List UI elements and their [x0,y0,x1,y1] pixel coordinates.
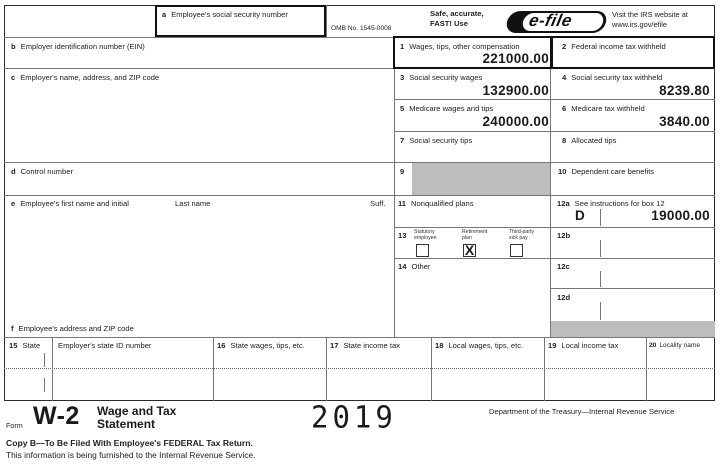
rule-row2 [394,99,715,100]
box-17-text: State income tax [343,341,401,350]
box-12d-label: 12d [557,293,571,302]
rule-row3 [394,131,715,132]
rule-state-mid [4,368,715,369]
irs-line-1: Visit the IRS website at [612,10,688,19]
box-4-value[interactable]: 8239.80 [659,83,710,98]
box-7-num: 7 [400,136,405,145]
box-12c-divider [600,271,601,287]
box-3-text: Social security wages [409,73,483,82]
box-6-text: Medicare tax withheld [571,104,645,113]
box-2-label [562,42,666,51]
box-8-num: 8 [562,136,567,145]
box-10-label [558,167,654,176]
box-1-num: 1 [400,42,405,51]
box-10-num: 10 [558,167,567,176]
state-tick-2 [44,378,45,392]
box-20-num: 20 [649,342,657,349]
rule-col-17 [326,337,327,401]
rule-state-col [52,337,53,401]
box-c-text: Employer's name, address, and ZIP code [20,73,160,82]
rule-col-18 [431,337,432,401]
box-15-label [9,341,40,350]
box-5-label [400,104,493,113]
box-6-label [562,104,645,113]
box-18-text: Local wages, tips, etc. [448,341,524,350]
box-9-num: 9 [400,167,405,176]
box-18-num: 18 [435,341,444,350]
box-e-letter: e [11,199,16,208]
box-a-label [162,10,288,19]
irs-website [612,10,688,30]
box-1-label [400,42,520,51]
efile-logo [505,11,609,33]
box-13-num: 13 [398,231,407,240]
box-20-label [649,341,700,350]
box-19-label [548,341,618,350]
footer-furnished-line: This information is being furnished to the Internal Revenue Service. [6,450,256,460]
box-12d-shaded [551,321,715,337]
box-17-num: 17 [330,341,339,350]
box-e-last-name: Last name [175,199,211,208]
box-16-num: 16 [217,341,226,350]
box-f-letter: f [11,324,14,333]
box-e-label [11,199,129,208]
box-12a-code[interactable]: D [575,208,586,223]
box-12b-divider [600,240,601,257]
box-2-num: 2 [562,42,567,51]
third-party-sick-pay-checkbox[interactable] [510,244,523,257]
box-3-label [400,73,482,82]
box-19-text: Local income tax [561,341,619,350]
statutory-employee-checkbox[interactable] [416,244,429,257]
retirement-plan-checkbox[interactable] [463,244,476,257]
footer-title-line-2: Statement [97,417,156,431]
box-5-num: 5 [400,104,405,113]
omb-number: OMB No. 1545-0008 [331,25,392,32]
rule-row7 [394,258,715,259]
box-12a-num: 12a [557,199,570,208]
box-11-text: Nonqualified plans [411,199,474,208]
box-14-num: 14 [398,262,407,271]
box-a-text: Employee's social security number [171,10,288,19]
box-18-label [435,341,523,350]
box-12a-text: See instructions for box 12 [574,199,665,208]
box-11-label [398,199,474,208]
rule-col-mid [394,37,395,337]
box-d-letter: d [11,167,16,176]
box-e-text: Employee's first name and initial [20,199,129,208]
box-e-suffix: Suff. [370,199,386,208]
box-13-thirdparty-label: Third-party sick pay [509,229,535,241]
box-11-num: 11 [398,199,407,208]
box-13-statutory-label: Statutory employee [414,229,437,241]
box-14-text: Other [411,262,431,271]
box-17-label [330,341,400,350]
box-8-label [562,136,616,145]
state-tick-1 [44,353,45,367]
rule-col-right [550,37,551,337]
box-15-text: State [22,341,41,350]
box-12a-value[interactable]: 19000.00 [651,208,710,223]
box-b-text: Employer identification number (EIN) [20,42,145,51]
rule-row5 [4,195,715,196]
box-15-num: 15 [9,341,18,350]
box-2-text: Federal income tax withheld [571,42,666,51]
footer-form-word: Form [6,421,23,430]
box-20-text: Locality name [659,342,701,349]
box-4-label [562,73,662,82]
safe-accurate [430,9,484,29]
box-7-text: Social security tips [409,136,473,145]
box-b-letter: b [11,42,16,51]
box-5-value[interactable]: 240000.00 [482,114,549,129]
box-12c-label: 12c [557,262,570,271]
rule-col-16 [213,337,214,401]
box-4-num: 4 [562,73,567,82]
box-16-label [217,341,305,350]
box-12b-label: 12b [557,231,571,240]
box-12a-label [557,199,665,208]
footer-title-line-1: Wage and Tax [97,404,177,418]
box-3-value[interactable]: 132900.00 [482,83,549,98]
box-10-text: Dependent care benefits [571,167,655,176]
box-9-label [400,167,409,176]
box-3-num: 3 [400,73,405,82]
box-4-text: Social security tax withheld [571,73,663,82]
box-7-label [400,136,472,145]
box-5-text: Medicare wages and tips [409,104,494,113]
box-a-letter: a [162,10,167,19]
footer-tax-year: 2019 [311,399,397,435]
box-b-label [11,42,145,51]
retirement-plan-check-mark: X [464,242,475,258]
rule-col-19 [544,337,545,401]
box-13-label [398,231,411,240]
rule-b [4,68,394,69]
box-15-id-label: Employer's state ID number [58,341,152,350]
box-d-label [11,167,73,176]
rule-ssn-right [326,5,327,37]
safe-line-2: FAST! Use [430,19,468,28]
box-8-text: Allocated tips [571,136,617,145]
box-6-value[interactable]: 3840.00 [659,114,710,129]
safe-line-1: Safe, accurate, [430,9,484,18]
rule-col-20 [646,337,647,401]
rule-row4 [4,162,715,163]
box-c-label [11,73,159,82]
box-f-text: Employee's address and ZIP code [18,324,134,333]
footer-copy-line: Copy B—To Be Filed With Employee's FEDERAL Tax Return. [6,438,253,448]
box-12d-divider [600,302,601,320]
box-6-num: 6 [562,104,567,113]
footer-form-name: W-2 [33,402,80,430]
box-2-frame [551,36,715,69]
box-13-retirement-label: Retirement plan [462,229,488,241]
footer-title [97,405,176,431]
box-16-text: State wages, tips, etc. [230,341,305,350]
box-f-label [11,324,134,333]
irs-line-2: www.irs.gov/efile [612,20,668,29]
box-14-label [398,262,430,271]
box-d-text: Control number [20,167,73,176]
box-9-shaded [412,163,550,195]
box-1-value[interactable]: 221000.00 [482,51,549,66]
box-1-text: Wages, tips, other compensation [409,42,520,51]
box-12a-divider [600,209,601,226]
footer-department: Department of the Treasury—Internal Revenue Service [489,407,675,416]
rule-row8 [550,288,715,289]
box-c-letter: c [11,73,16,82]
efile-logo-text: e-file [527,11,575,30]
box-19-num: 19 [548,341,557,350]
rule-row6 [394,227,715,228]
rule-state-top [4,337,715,338]
